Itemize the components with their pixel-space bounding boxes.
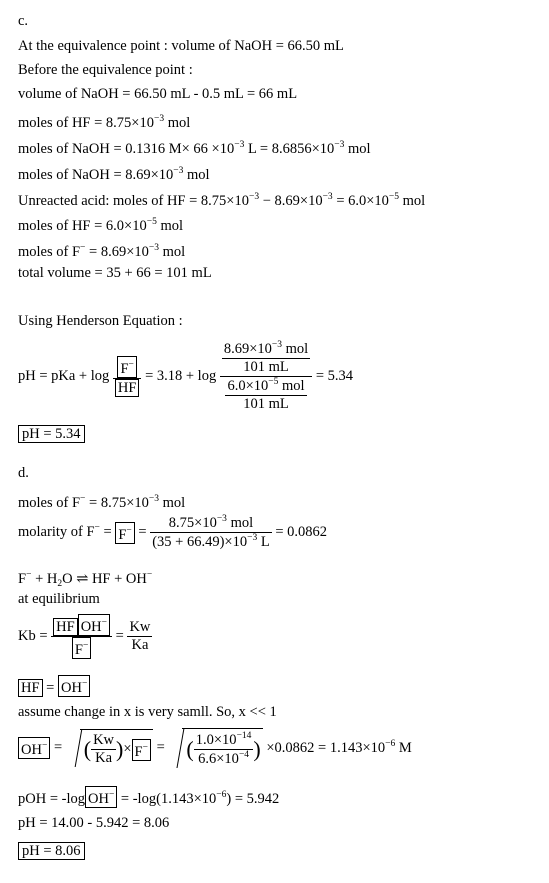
naoh-volume-line: volume of NaOH = 66.50 mL - 0.5 mL = 66 mL [18, 86, 298, 102]
answer-c: pH = 5.34 [18, 425, 85, 443]
total-volume-line: total volume = 35 + 66 = 101 mL [18, 265, 212, 281]
henderson-label: Using Henderson Equation : [18, 313, 183, 329]
kb-equation: Kb = $\frac{HF OH^-}{F^-}$ = $\frac{Kw}{Ka}$ [18, 614, 152, 659]
molarity-fraction: $\frac{8.75\times 10^{-3} mol}{(35 + 66.49)\times 10^{-3} L}$ [152, 514, 270, 550]
hydrolysis-reaction: $F^- + H_2O$ ⇌ HF + OH− [18, 570, 153, 589]
kw-ka-fraction: $\frac{Kw}{Ka}$ [129, 619, 151, 653]
part-c-label: c. [18, 13, 29, 29]
moles-hf-remaining-line: moles of HF = $6.0\times 10^{-5}$ mol [18, 217, 184, 234]
sqrt-numeric: ( $\frac{1.0\times 10^{-14}}{6.6\times 10^{-4}}$ ) [168, 728, 262, 768]
unreacted-acid-line: Unreacted acid: moles of HF = $8.75\times 10^{-3} - 8.69\times 10^{-3} = 6.0\times 10^{-5}$ mol [18, 192, 426, 209]
moles-fluoride-d-line: moles of $F^- = 8.75\times 10^{-3}$ mol [18, 494, 186, 511]
hydroxide-equation: OH− = ( $\frac{Kw}{Ka}$ )× F− = ( $\frac{1.0\times 10^{-14}}{6.6\times 10^{-4}}$ ) $\times 0.0862 = 1.143\times 10^{-6}$ M [18, 728, 412, 768]
part-d-label: d. [18, 465, 29, 481]
molarity-equation: molarity of F− = F− = $\frac{8.75\times 10^{-3} mol}{(35 + 66.49)\times 10^{-3} L}$ = 0.0862 [18, 514, 327, 550]
henderson-equation: pH = pKa + log $\frac{F^-}{HF}$ = 3.18 + log $\frac{\frac{8.69\times 10^{-3} mol}{101 mL}}{\frac{6.0\times 10^{-5} mol}{101 mL}}$ = 5.34 [18, 340, 353, 412]
sqrt-symbolic: ( $\frac{Kw}{Ka}$ )× F− [66, 729, 153, 767]
ph-calc-line: pH = 14.00 - 5.942 = 8.06 [18, 815, 170, 831]
moles-naoh-rounded-line: moles of NaOH = $8.69\times 10^{-3}$ mol [18, 166, 210, 183]
assumption-line: assume change in x is very samll. So, x << 1 [18, 704, 277, 720]
poh-line: pOH = -log $OH^- = -\log(1.143\times 10^{-6}) = 5.942$ [18, 786, 279, 808]
answer-d: pH = 8.06 [18, 842, 85, 860]
hf-equals-oh-line: HF = OH− [18, 675, 90, 697]
moles-hf-line: moles of HF = $8.75\times 10^{-3}$ mol [18, 114, 191, 131]
kb-fraction: $\frac{HF OH^-}{F^-}$ [51, 614, 112, 659]
before-equivalence-line: Before the equivalence point : [18, 62, 193, 78]
concentration-ratio [113, 356, 142, 397]
fluoride-bracket: F− [117, 356, 136, 378]
hf-bracket: HF [115, 379, 140, 397]
fluoride-concentration: F− [115, 522, 134, 544]
moles-naoh-calc-line: moles of NaOH = 0.1316 $M\times 66 \times 10^{-3}$ $L = 8.6856\times 10^{-3}$ mol [18, 140, 371, 157]
moles-fluoride-line: moles of $F^- = 8.69\times 10^{-3}$ mol [18, 243, 186, 260]
mole-ratio-fraction: $\frac{\frac{8.69\times 10^{-3} mol}{101 mL}}{\frac{6.0\times 10^{-5} mol}{101 mL}}$ [220, 340, 312, 413]
equivalence-volume-line: At the equivalence point : volume of NaOH = 66.50 mL [18, 38, 344, 54]
equilibrium-label: at equilibrium [18, 591, 100, 607]
